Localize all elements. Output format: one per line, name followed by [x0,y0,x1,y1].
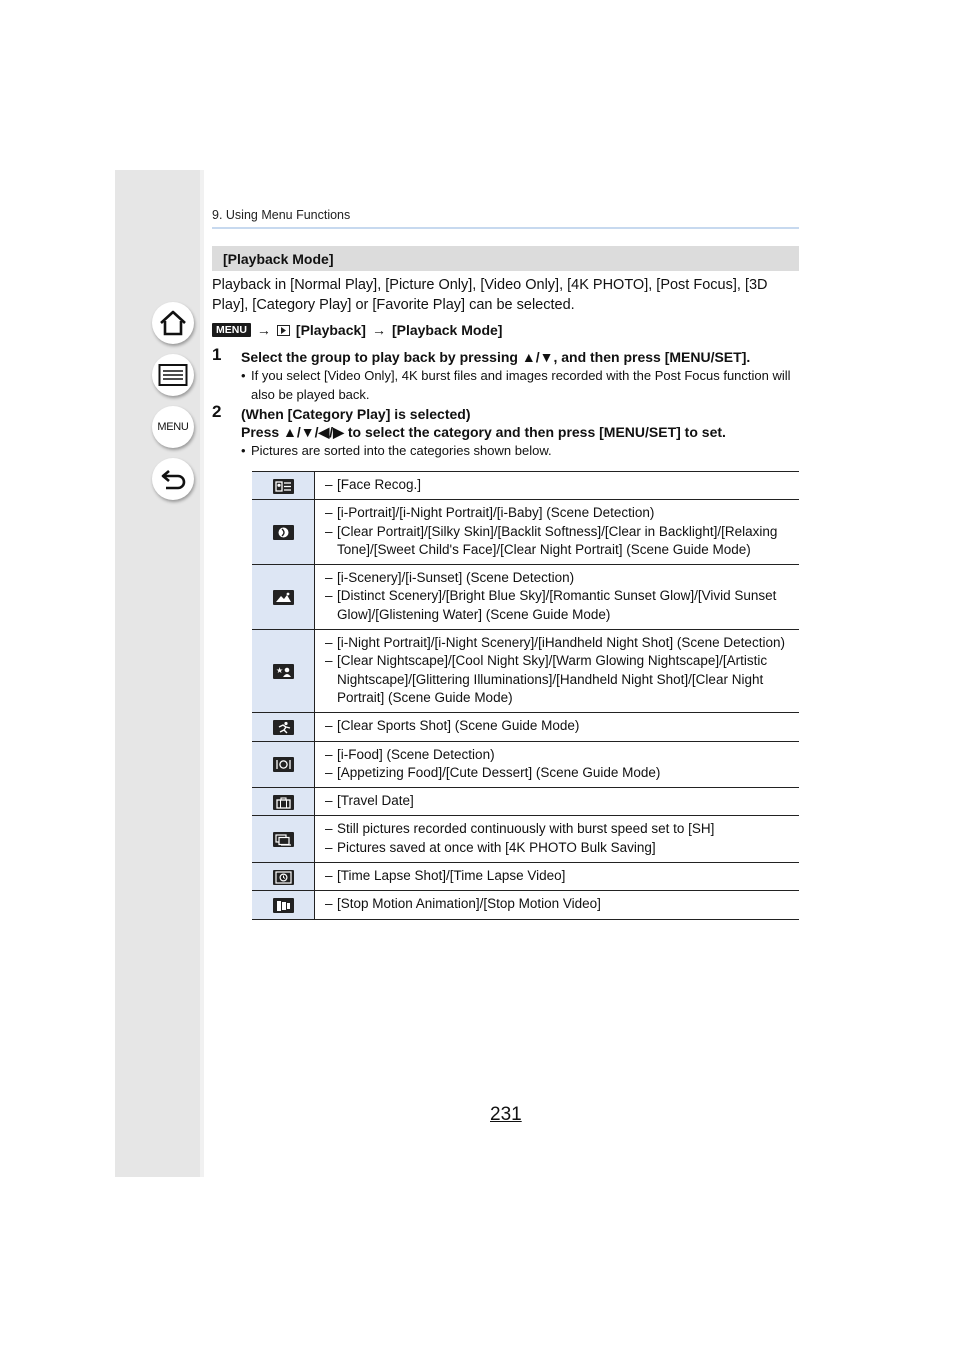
menu-badge: MENU [212,323,251,337]
category-description [315,891,800,919]
category-description [315,816,800,863]
night-portrait-icon [273,664,294,679]
scenery-icon [273,590,294,605]
category-icon-cell [252,788,315,816]
menu-path [212,320,799,340]
intro-text: Playback in [Normal Play], [Picture Only], [Video Only], [4K PHOTO], [Post Focus], [3D Play], [Category Play] or [Favorite Play] can be selected. [212,277,768,313]
category-row [252,472,799,500]
category-icon-cell [252,863,315,891]
step-heading-condition: (When [Category Play] is selected) [241,406,471,422]
burst-icon [273,832,294,847]
home-icon [158,309,188,337]
category-table [252,471,799,920]
category-description [315,630,800,713]
contents-button[interactable] [152,354,194,396]
category-row [252,565,799,630]
category-line: – [Appetizing Food]/[Cute Dessert] (Scene Guide Mode) [325,764,797,782]
step-number: 2 [212,402,222,421]
category-icon-cell [252,713,315,741]
category-line: – [Clear Nightscape]/[Cool Night Sky]/[Warm Glowing Nightscape]/[Artistic Nightscape]/[Glittering Illuminations]/[Handheld Night Shot]/[Clear Night Portrait] (Scene Guide Mode) [325,652,797,707]
step-note: • If you select [Video Only], 4K burst files and images recorded with the Post Focus function will also be played back. [241,366,799,404]
main-content [212,208,799,460]
arrow-1: → [256,322,271,338]
category-row [252,713,799,741]
arrow-2: → [371,322,386,338]
category-line: – [Time Lapse Shot]/[Time Lapse Video] [325,867,797,885]
category-description [315,500,800,565]
category-line: – Pictures saved at once with [4K PHOTO Bulk Saving] [325,839,797,857]
home-button[interactable] [152,302,194,344]
category-description [315,565,800,630]
travel-date-icon [273,795,294,810]
step-1 [212,345,799,404]
portrait-icon [273,525,294,540]
category-row [252,788,799,816]
category-line: – [i-Food] (Scene Detection) [325,746,797,764]
category-line: – [Clear Portrait]/[Silky Skin]/[Backlit Softness]/[Clear in Backlight]/[Relaxing Tone]/[Sweet Child's Face]/[Clear Night Portrait] (Scene Guide Mode) [325,523,797,560]
step-heading: Select the group to play back by pressing ▲/▼, and then press [MENU/SET]. [241,349,751,365]
category-description [315,863,800,891]
return-button[interactable] [152,458,194,500]
menu-button[interactable] [152,406,194,448]
category-row [252,500,799,565]
category-description [315,741,800,788]
section-title: [Playback Mode] [212,246,799,271]
category-icon-cell [252,630,315,713]
category-line: – [i-Portrait]/[i-Night Portrait]/[i-Baby] (Scene Detection) [325,504,797,522]
toc-list-icon [158,363,188,387]
category-line: – [Stop Motion Animation]/[Stop Motion Video] [325,895,797,913]
category-icon-cell [252,500,315,565]
return-icon [158,466,188,492]
stop-motion-icon [273,898,294,913]
category-line: – [Distinct Scenery]/[Bright Blue Sky]/[Romantic Sunset Glow]/[Vivid Sunset Glow]/[Glistening Water] (Scene Guide Mode) [325,587,797,624]
menu-path-playback: [Playback] [295,322,366,338]
category-description [315,788,800,816]
category-row [252,816,799,863]
category-icon-cell [252,816,315,863]
category-row [252,630,799,713]
category-description [315,713,800,741]
playback-icon [277,325,290,336]
breadcrumb: 9. Using Menu Functions [212,208,351,222]
category-line: – Still pictures recorded continuously with burst speed set to [SH] [325,820,797,838]
menu-icon: MENU [157,421,189,433]
category-icon-cell [252,472,315,500]
category-icon-cell [252,565,315,630]
food-icon [273,757,294,772]
time-lapse-icon [273,870,294,885]
page-number: 231 [490,1104,522,1125]
svg-text:★: ★ [275,666,283,676]
category-description [315,472,800,500]
face-recog-icon [273,479,294,494]
sports-icon [273,720,294,735]
step-number: 1 [212,345,222,364]
step-heading: Press ▲/▼/◀/▶ to select the category and then press [MENU/SET] to set. [241,424,726,440]
category-row [252,863,799,891]
menu-path-mode: [Playback Mode] [391,322,503,338]
category-icon-cell [252,891,315,919]
category-line: – [i-Night Portrait]/[i-Night Scenery]/[iHandheld Night Shot] (Scene Detection) [325,634,797,652]
header-rule [212,227,799,229]
category-line: – [Travel Date] [325,792,797,810]
step-2 [212,402,799,460]
category-row [252,891,799,919]
sidebar-edge [200,170,204,1177]
step-note: • Pictures are sorted into the categories shown below. [241,441,799,460]
category-icon-cell [252,741,315,788]
category-line: – [Face Recog.] [325,476,797,494]
category-line: – [Clear Sports Shot] (Scene Guide Mode) [325,717,797,735]
category-row [252,741,799,788]
category-line: – [i-Scenery]/[i-Sunset] (Scene Detection) [325,569,797,587]
